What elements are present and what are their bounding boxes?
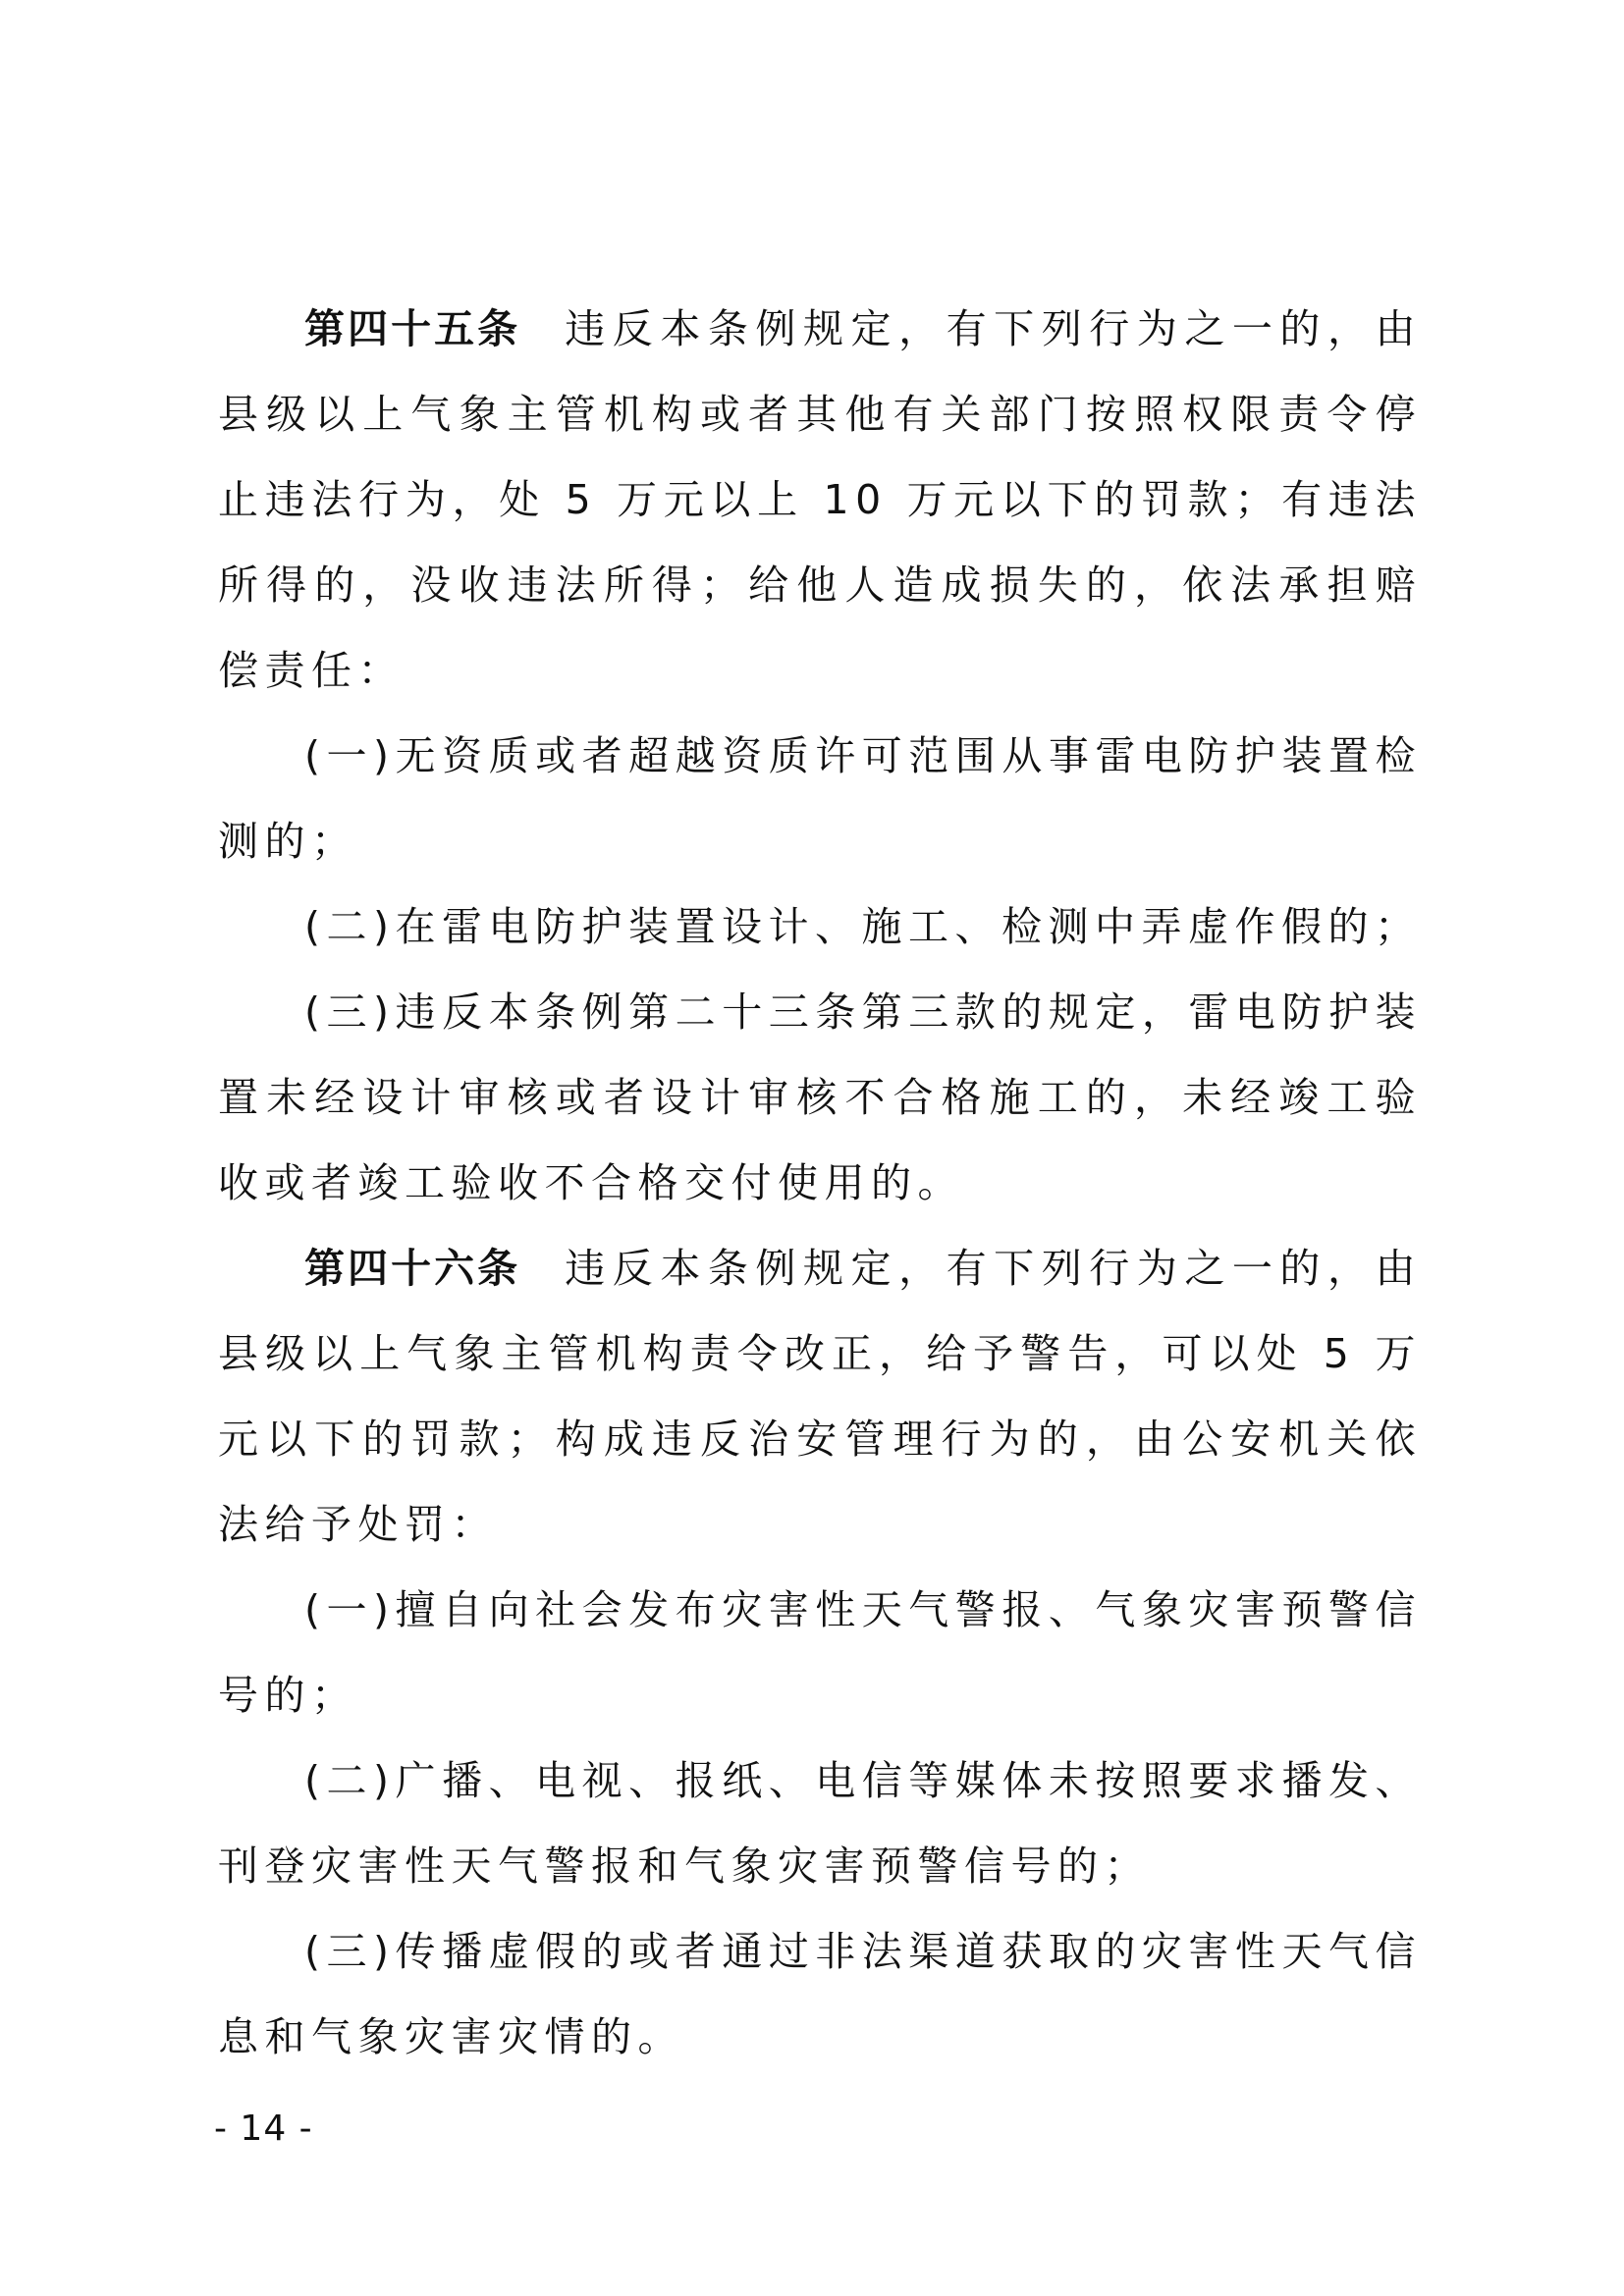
article-46-item-3: (三)传播虚假的或者通过非法渠道获取的灾害性天气信息和气象灾害灾情的。	[218, 1928, 1422, 2060]
document-body	[218, 287, 1422, 2080]
article-45-paragraph	[218, 287, 1422, 714]
article-46-heading: 第四十六条	[304, 1245, 521, 1292]
article-45-heading: 第四十五条	[304, 305, 521, 352]
article-45-lead: 违反本条例规定，有下列行为之一的，由县级以上气象主管机构或者其他有关部门按照权限责令停止违法行为，处 5 万元以上 10 万元以下的罚款；有违法所得的，没收违法所得；给他人造成损失的，依法承担赔偿责任：	[218, 305, 1422, 694]
article-45-item-2: (二)在雷电防护装置设计、施工、检测中弄虚作假的；	[304, 903, 1422, 950]
article-46-lead: 违反本条例规定，有下列行为之一的，由县级以上气象主管机构责令改正，给予警告，可以处 5 万元以下的罚款；构成违反治安管理行为的，由公安机关依法给予处罚：	[218, 1245, 1422, 1548]
article-46-paragraph	[218, 1226, 1422, 1568]
article-46-item-1: (一)擅自向社会发布灾害性天气警报、气象灾害预警信号的；	[218, 1586, 1422, 1719]
page-number: - 14 -	[214, 2109, 313, 2149]
article-45-item-1: (一)无资质或者超越资质许可范围从事雷电防护装置检测的；	[218, 732, 1422, 865]
article-45-item-3: (三)违反本条例第二十三条第三款的规定，雷电防护装置未经设计审核或者设计审核不合格施工的，未经竣工验收或者竣工验收不合格交付使用的。	[218, 988, 1422, 1206]
article-46-item-2: (二)广播、电视、报纸、电信等媒体未按照要求播发、刊登灾害性天气警报和气象灾害预警信号的；	[218, 1757, 1422, 1890]
